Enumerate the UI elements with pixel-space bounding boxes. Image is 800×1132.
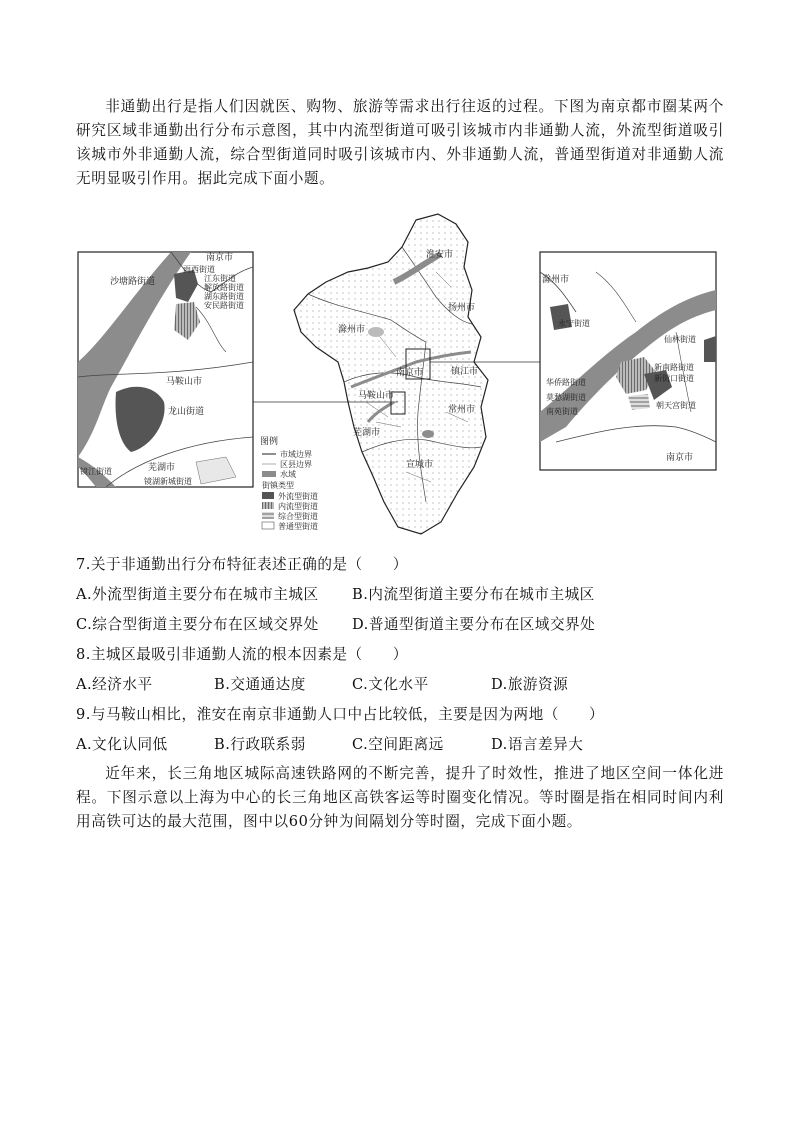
left-label-wuhu: 芜湖市 xyxy=(148,463,176,473)
left-label-longshan: 龙山街道 xyxy=(168,407,205,417)
right-label-yongning: 永宁街道 xyxy=(558,319,590,328)
left-label-hudong: 湖东路街道 xyxy=(204,292,244,301)
nanjing-metro-map xyxy=(294,214,488,534)
non-commute-distribution-map xyxy=(76,212,724,547)
q7-option-d[interactable]: D.普通型街道主要分布在区域交界处 xyxy=(352,616,596,633)
left-label-anmin: 安民路街道 xyxy=(204,301,244,310)
label-nanjing: 南京市 xyxy=(396,368,424,378)
q8-option-a[interactable]: A.经济水平 xyxy=(76,676,153,693)
left-label-shatang: 沙塘路街道 xyxy=(110,277,156,287)
legend-mixed: 综合型街道 xyxy=(278,512,318,521)
legend-title: 图例 xyxy=(260,437,279,447)
q8-option-c[interactable]: C.文化水平 xyxy=(352,676,429,693)
label-maanshan: 马鞍山市 xyxy=(358,391,395,401)
intro-paragraph-2: 近年来，长三角地区城际高速铁路网的不断完善，提升了时效性，推进了地区空间一体化进程。下图示意以上海为中心的长三角地区高铁客运等时圈变化情况。等时圈是指在相同时间内利用高铁可达的最大范围，图中以60分钟为间隔划分等时圈，完成下面小题。 xyxy=(76,765,724,830)
label-huaian: 淮安市 xyxy=(426,250,454,260)
label-yangzhou: 扬州市 xyxy=(448,303,476,313)
right-label-nanyuan: 南苑街道 xyxy=(546,407,578,416)
legend-county-border: 区县边界 xyxy=(280,460,312,469)
left-label-nanjing: 南京市 xyxy=(206,253,234,263)
question-8-stem: 8.主城区最吸引非通勤人流的根本因素是（ ） xyxy=(76,646,408,663)
q9-option-a[interactable]: A.文化认同低 xyxy=(76,736,168,753)
left-inset-map xyxy=(78,251,253,487)
right-label-xianlin: 仙林街道 xyxy=(664,335,696,344)
right-xianlin-street xyxy=(704,336,716,362)
left-label-jiefang: 解放路街道 xyxy=(204,283,244,292)
q8-option-d[interactable]: D.旅游资源 xyxy=(491,676,569,693)
right-label-huaqiao: 华侨路街道 xyxy=(546,378,586,387)
left-label-dixin: 镜湖新城街道 xyxy=(144,477,192,486)
label-changzhou: 常州市 xyxy=(448,405,476,415)
label-xuancheng: 宣城市 xyxy=(406,460,434,470)
q7-option-c[interactable]: C.综合型街道主要分布在区域交界处 xyxy=(76,616,319,633)
left-label-maanshan: 马鞍山市 xyxy=(166,377,203,387)
map-legend xyxy=(260,435,318,531)
right-label-mochou: 莫愁湖街道 xyxy=(546,393,586,402)
label-wuhu: 芜湖市 xyxy=(353,428,381,438)
legend-outflow: 外流型街道 xyxy=(278,492,318,501)
question-9-stem: 9.与马鞍山相比，淮安在南京非通勤人口中占比较低，主要是因为两地（ ） xyxy=(76,706,605,723)
q9-option-c[interactable]: C.空间距离远 xyxy=(352,736,444,753)
legend-normal: 普通型街道 xyxy=(278,522,318,531)
legend-water: 水域 xyxy=(280,470,296,479)
q7-option-a[interactable]: A.外流型街道主要分布在城市主城区 xyxy=(76,586,319,603)
left-label-jiangdong: 江东街道 xyxy=(204,274,236,283)
legend-inflow: 内流型街道 xyxy=(278,502,318,511)
left-label-yuxi: 雨西街道 xyxy=(183,265,215,274)
right-label-chuzhou: 滁州市 xyxy=(542,275,570,285)
q9-option-b[interactable]: B.行政联系弱 xyxy=(214,736,306,753)
right-label-chaotian: 朝天宫街道 xyxy=(656,401,696,410)
q9-option-d[interactable]: D.语言差异大 xyxy=(491,736,584,753)
right-label-xinjiekou: 新街口街道 xyxy=(654,374,694,383)
question-7-stem: 7.关于非通勤出行分布特征表述正确的是（ ） xyxy=(76,556,408,573)
intro-paragraph: 非通勤出行是指人们因就医、购物、旅游等需求出行往返的过程。下图为南京都市圈某两个研究区域非通勤出行分布示意图，其中内流型街道可吸引该城市内非通勤人流，外流型街道吸引该城市外非通勤人流，综合型街道同时吸引该城市内、外非通勤人流，普通型街道对非通勤人流无明显吸引作用。据此完成下面小题。 xyxy=(76,98,724,187)
q8-option-b[interactable]: B.交通通达度 xyxy=(214,676,306,693)
left-label-jingjiang: 镜江街道 xyxy=(80,467,112,476)
right-label-nanjing: 南京市 xyxy=(666,453,694,463)
label-chuzhou: 滁州市 xyxy=(338,325,366,335)
q7-option-b[interactable]: B.内流型街道主要分布在城市主城区 xyxy=(352,586,595,603)
label-zhenjiang: 镇江市 xyxy=(451,367,479,377)
legend-street-type: 街镇类型 xyxy=(262,481,294,490)
right-label-xinnan: 新南路街道 xyxy=(654,363,694,372)
right-inset-map xyxy=(540,252,716,470)
legend-city-border: 市域边界 xyxy=(280,450,312,459)
